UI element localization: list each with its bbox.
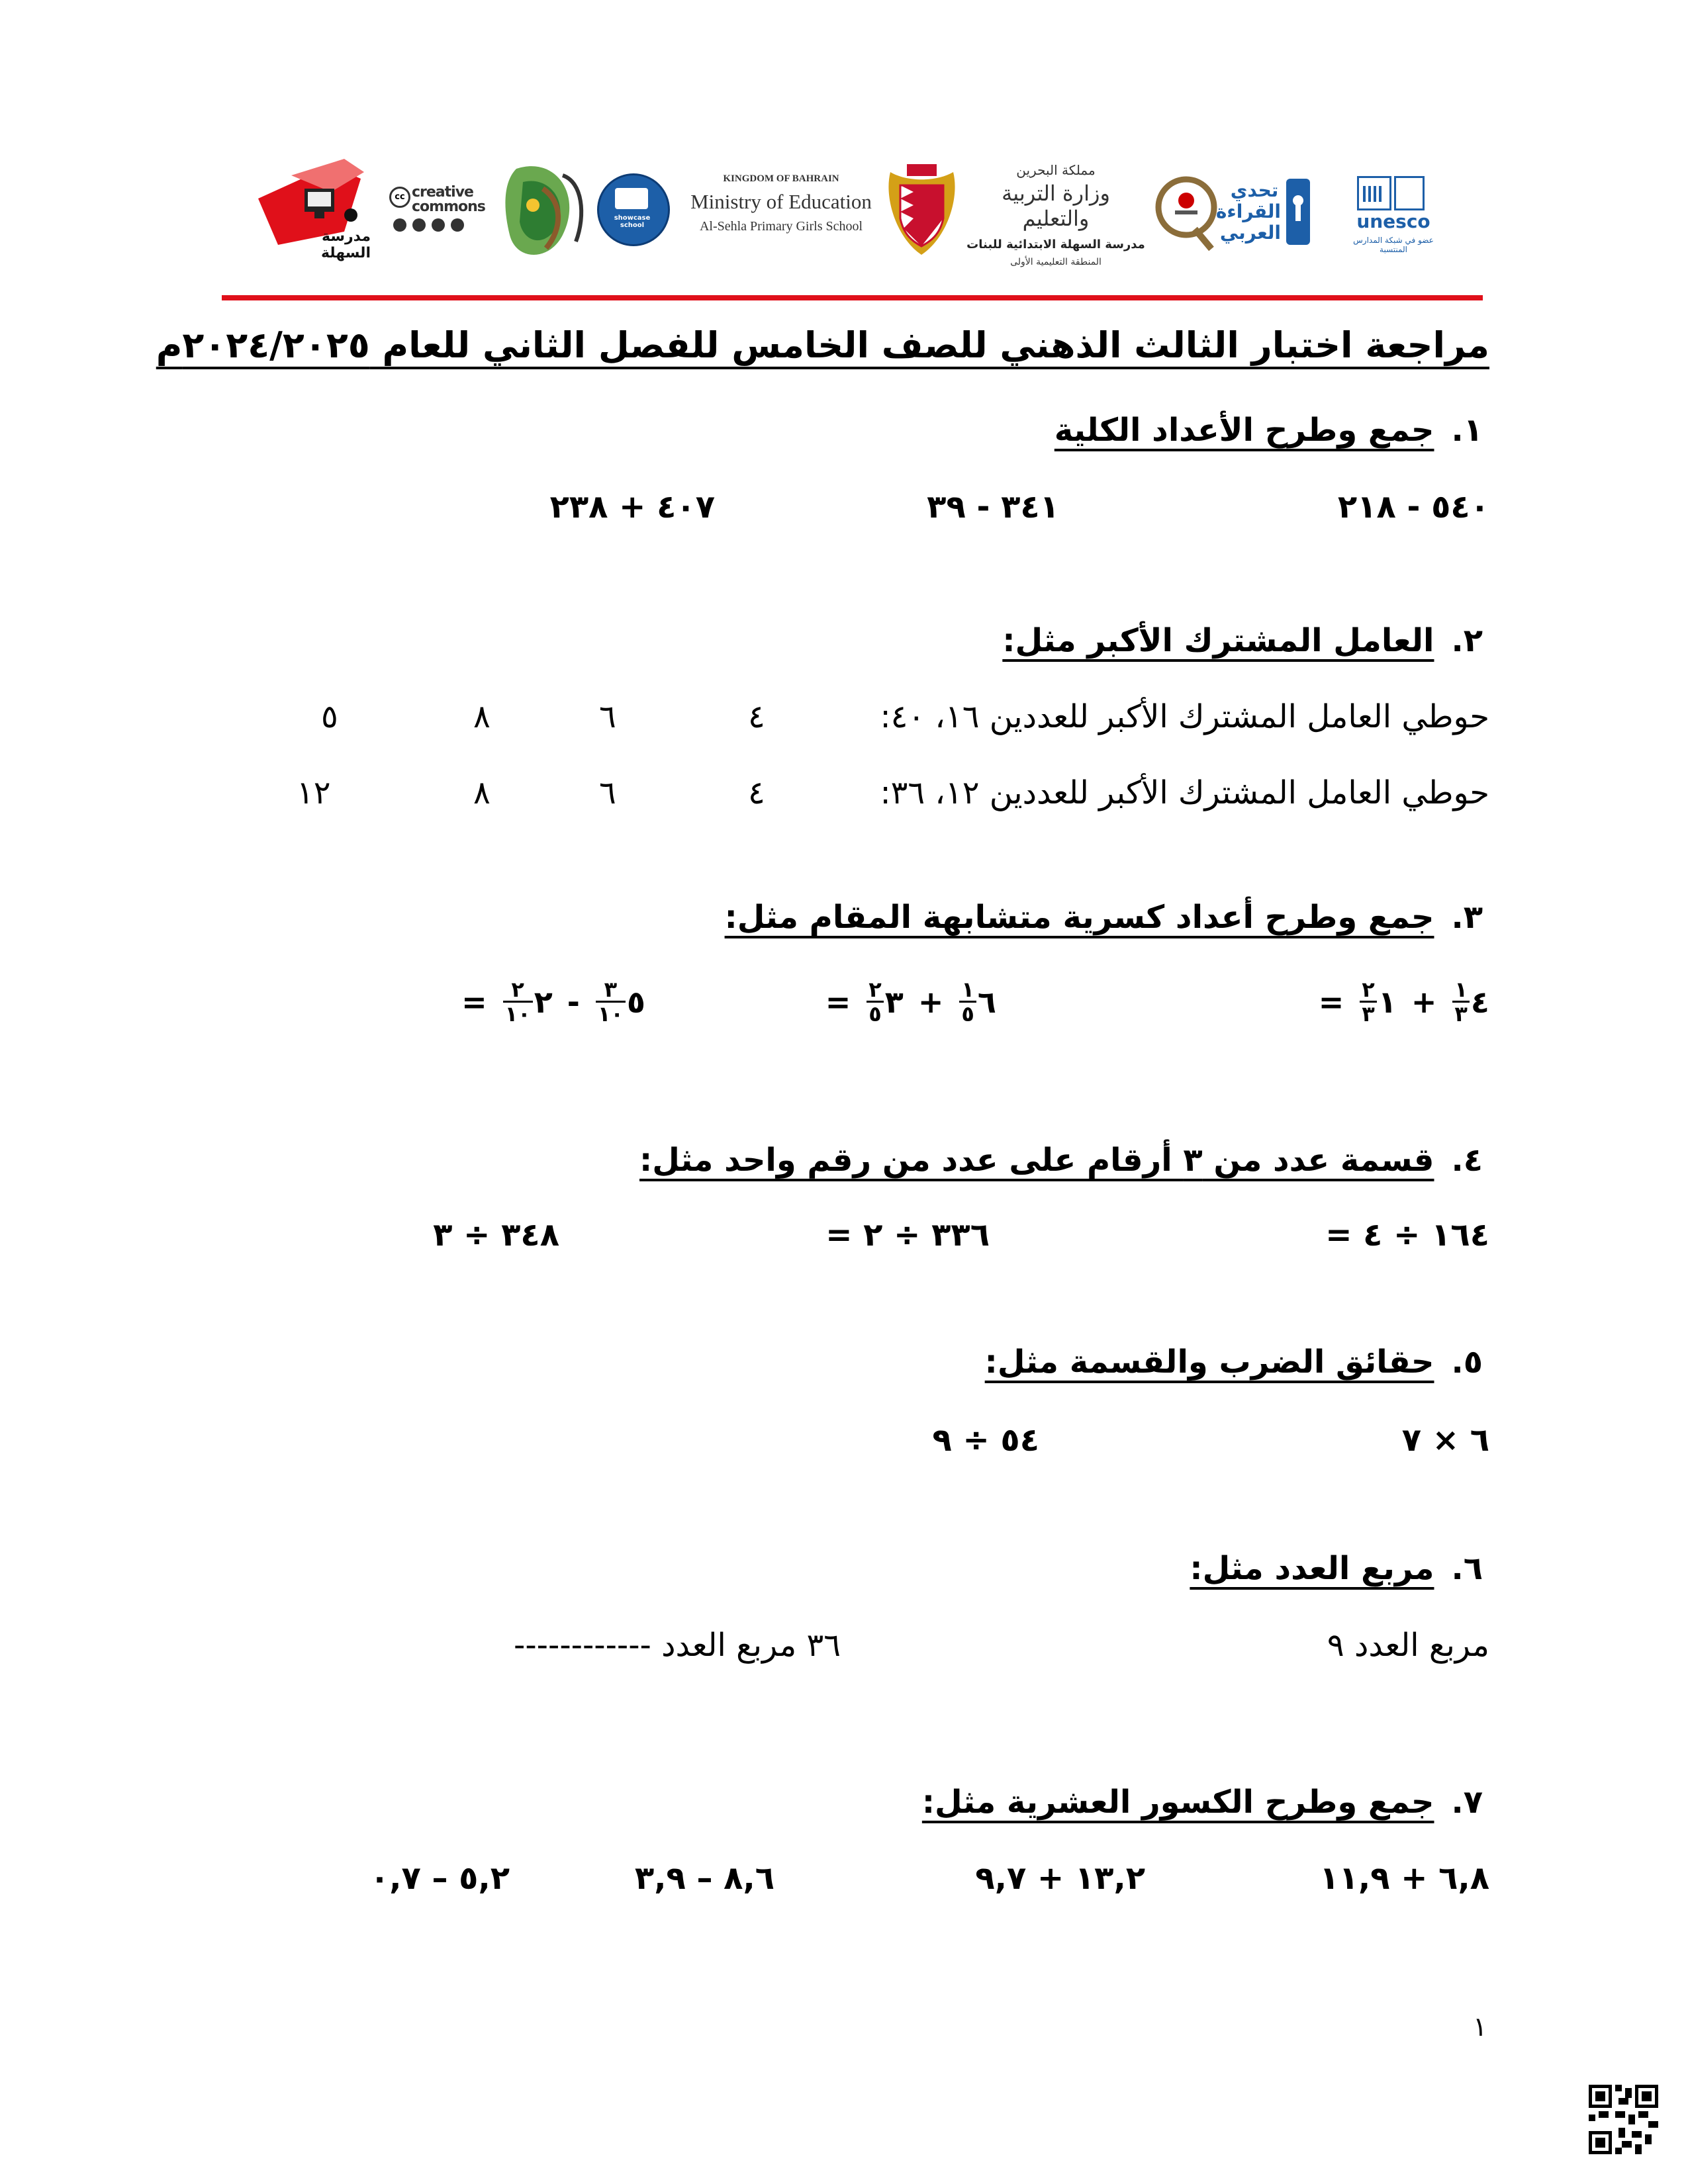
showcase-inner bbox=[615, 188, 648, 209]
s3-e3-equals: = bbox=[461, 983, 487, 1020]
s2-q1-option-1[interactable]: ٤ bbox=[748, 698, 765, 735]
s2-q2-option-1[interactable]: ٤ bbox=[748, 774, 765, 811]
s3-exercise-1 bbox=[1304, 978, 1489, 1025]
arabic-ministry-block bbox=[966, 162, 1145, 265]
s3-e3-a-whole: ٥ bbox=[626, 983, 645, 1020]
section-6-number: ٦. bbox=[1451, 1550, 1483, 1587]
s1-exercise-1: ٥٤٠ - ٢١٨ bbox=[1337, 488, 1489, 525]
s3-e1-operator: + bbox=[1411, 983, 1437, 1020]
unesco-logo bbox=[1350, 173, 1436, 259]
s7-exercise-4: ٥,٢ – ٠,٧ bbox=[369, 1860, 510, 1897]
school-logo bbox=[252, 152, 371, 261]
section-6-heading bbox=[1190, 1550, 1483, 1587]
section-1-title: جمع وطرح الأعداد الكلية bbox=[1054, 412, 1434, 449]
s2-q1-option-2[interactable]: ٦ bbox=[599, 698, 616, 735]
unesco-sub-text: عضو في شبكة المدارس المنتسبة bbox=[1353, 236, 1434, 254]
cc-icon: cc bbox=[389, 187, 410, 208]
showcase-text: showcase school bbox=[614, 214, 651, 229]
s6-exercise-2: ٣٦ مربع العدد ------------ bbox=[514, 1627, 841, 1664]
section-2-number: ٢. bbox=[1451, 622, 1483, 659]
showcase-school-logo bbox=[597, 173, 670, 246]
s3-e3-b-whole: ٢ bbox=[534, 983, 553, 1020]
s3-e2-operator: + bbox=[917, 983, 944, 1020]
arabic-kingdom: مملكة البحرين bbox=[1016, 162, 1096, 178]
s3-e3-operator: - bbox=[567, 983, 580, 1020]
section-6-title: مربع العدد مثل: bbox=[1190, 1550, 1434, 1587]
s3-e3-a-fraction: ٣ ١٠ bbox=[596, 978, 626, 1025]
section-2-title: العامل المشترك الأكبر مثل: bbox=[1002, 622, 1434, 659]
s5-exercise-2: ٥٤ ÷ ٩ bbox=[932, 1422, 1039, 1459]
s6-exercise-1: مربع العدد ٩ bbox=[1327, 1627, 1489, 1664]
s3-e1-a-fraction: ١ ٣ bbox=[1452, 978, 1470, 1025]
qr-code-graphic bbox=[1589, 2085, 1658, 2154]
s2-q2-option-2[interactable]: ٦ bbox=[599, 774, 616, 811]
green-emblem-graphic bbox=[496, 156, 589, 271]
s2-question-2: حوطي العامل المشترك الأكبر للعددين ١٢، ٣٦: bbox=[880, 774, 1489, 811]
school-logo-text: مدرسة السهلة bbox=[320, 228, 371, 261]
section-5-title: حقائق الضرب والقسمة مثل: bbox=[984, 1343, 1434, 1381]
s3-exercise-3 bbox=[447, 978, 645, 1025]
s3-exercise-2 bbox=[811, 978, 996, 1025]
section-5-number: ٥. bbox=[1451, 1343, 1483, 1381]
s3-e1-equals: = bbox=[1318, 983, 1344, 1020]
unesco-temple-icon bbox=[1357, 176, 1391, 210]
q-logo bbox=[1155, 171, 1218, 253]
arabic-school: مدرسة السهلة الابتدائية للبنات bbox=[966, 238, 1145, 251]
s5-exercise-1: ٦ × ٧ bbox=[1401, 1422, 1489, 1459]
bahrain-emblem bbox=[884, 159, 960, 258]
s1-exercise-2: ٣٤١ - ٣٩ bbox=[927, 488, 1059, 525]
reading-challenge-logo bbox=[1215, 173, 1314, 253]
page-number: ١ bbox=[1473, 2012, 1487, 2042]
section-1-number: ١. bbox=[1451, 412, 1483, 449]
s4-exercise-2: ٣٣٦ ÷ ٢ = bbox=[825, 1216, 990, 1253]
section-3-number: ٣. bbox=[1451, 899, 1483, 936]
s3-e2-b-whole: ٣ bbox=[884, 983, 904, 1020]
s2-question-1: حوطي العامل المشترك الأكبر للعددين ١٦، ٤٠: bbox=[880, 698, 1489, 735]
s3-e1-b-whole: ١ bbox=[1378, 983, 1397, 1020]
s2-q2-option-4[interactable]: ١٢ bbox=[297, 774, 331, 811]
s7-exercise-3: ٨,٦ – ٣,٩ bbox=[634, 1860, 774, 1897]
reading-challenge-text: تحدي القراءة العربي bbox=[1215, 179, 1281, 244]
s2-q1-option-3[interactable]: ٨ bbox=[473, 698, 491, 735]
section-2-heading bbox=[1002, 622, 1483, 659]
section-1-heading bbox=[1055, 412, 1483, 449]
section-4-title: قسمة عدد من ٣ أرقام على عدد من رقم واحد مثل: bbox=[639, 1142, 1434, 1179]
unesco-figure-icon bbox=[1394, 176, 1425, 210]
moe-kingdom: KINGDOM OF BAHRAIN bbox=[723, 173, 839, 184]
arabic-region: المنطقة التعليمية الأولى bbox=[1010, 257, 1102, 267]
q-logo-graphic bbox=[1155, 171, 1218, 253]
s3-e2-b-fraction: ٢ ٥ bbox=[867, 978, 884, 1025]
section-4-number: ٤. bbox=[1451, 1142, 1483, 1179]
s3-e2-a-whole: ٦ bbox=[977, 983, 996, 1020]
moe-ministry: Ministry of Education bbox=[690, 190, 872, 213]
s7-exercise-2: ١٣,٢ + ٩,٧ bbox=[975, 1860, 1145, 1897]
section-7-heading bbox=[922, 1784, 1483, 1821]
section-5-heading bbox=[985, 1343, 1483, 1381]
header-divider bbox=[222, 295, 1483, 300]
page-title: مراجعة اختبار الثالث الذهني للصف الخامس للفصل الثاني للعام ٢٠٢٤/٢٠٢٥م bbox=[156, 324, 1489, 366]
s2-q1-option-4[interactable]: ٥ bbox=[321, 698, 338, 735]
section-4-heading bbox=[639, 1142, 1483, 1179]
section-3-heading bbox=[725, 899, 1483, 936]
s4-exercise-1: ١٦٤ ÷ ٤ = bbox=[1325, 1216, 1489, 1253]
s1-exercise-3: ٤٠٧ + ٢٣٨ bbox=[549, 488, 715, 525]
green-emblem-logo bbox=[496, 156, 589, 271]
s2-q2-option-3[interactable]: ٨ bbox=[473, 774, 491, 811]
keyhole-icon bbox=[1286, 179, 1310, 245]
moe-school: Al-Sehla Primary Girls School bbox=[699, 219, 863, 234]
s3-e1-b-fraction: ٢ ٣ bbox=[1360, 978, 1377, 1025]
arabic-ministry: وزارة التربية والتعليم bbox=[1002, 181, 1110, 231]
moe-text-block bbox=[682, 173, 880, 246]
creative-commons-logo bbox=[389, 185, 489, 232]
showcase-circle bbox=[597, 173, 670, 246]
bahrain-emblem-graphic bbox=[884, 159, 960, 258]
section-7-number: ٧. bbox=[1451, 1784, 1483, 1821]
s3-e1-a-whole: ٤ bbox=[1470, 983, 1489, 1020]
cc-badges bbox=[393, 218, 486, 232]
s3-e3-b-fraction: ٢ ١٠ bbox=[503, 978, 533, 1025]
unesco-text: unesco bbox=[1356, 210, 1430, 232]
s3-e2-a-fraction: ١ ٥ bbox=[959, 978, 976, 1025]
s4-exercise-3: ٣٤٨ ÷ ٣ bbox=[433, 1216, 559, 1253]
section-7-title: جمع وطرح الكسور العشرية مثل: bbox=[921, 1784, 1434, 1821]
s7-exercise-1: ٦,٨ + ١١,٩ bbox=[1319, 1860, 1489, 1897]
s3-e2-equals: = bbox=[825, 983, 851, 1020]
qr-code bbox=[1589, 2085, 1658, 2154]
cc-text: creative commons bbox=[412, 184, 485, 215]
section-3-title: جمع وطرح أعداد كسرية متشابهة المقام مثل: bbox=[724, 899, 1434, 936]
